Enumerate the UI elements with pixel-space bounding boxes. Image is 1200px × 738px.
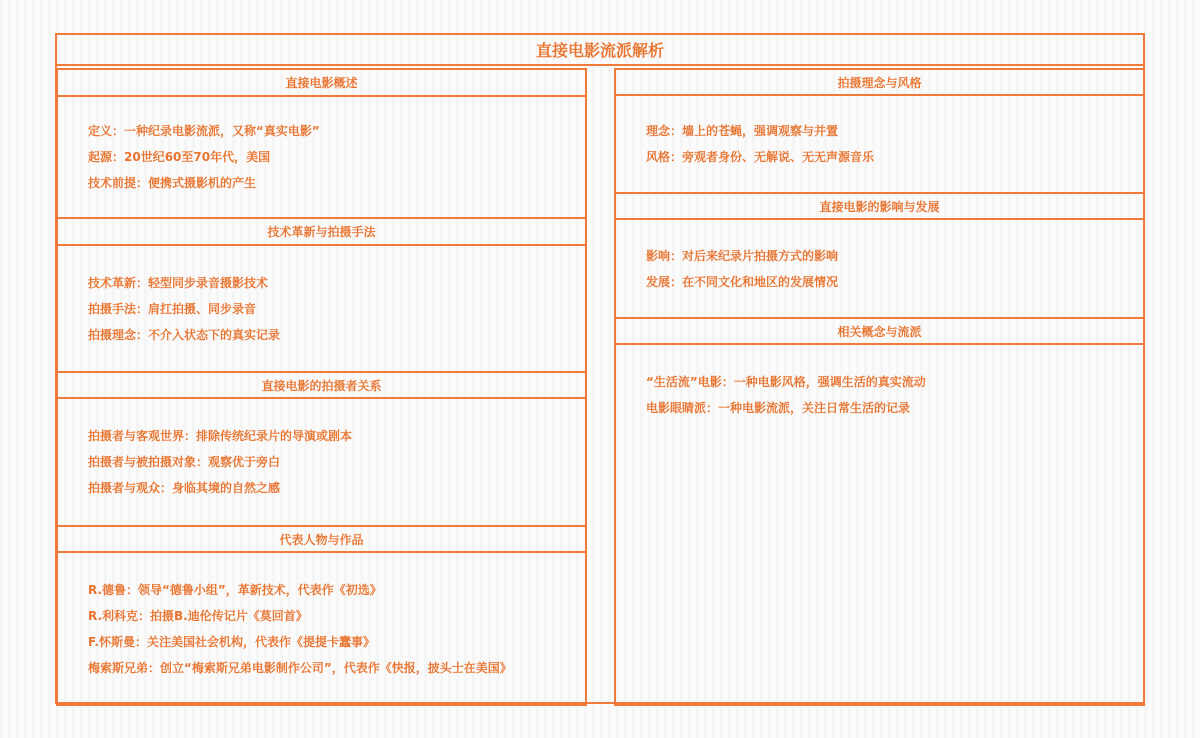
section-item: 梅索斯兄弟：创立“梅索斯兄弟电影制作公司”，代表作《快报，披头士在美国》 <box>88 660 512 675</box>
section-item: F.怀斯曼：关注美国社会机构，代表作《提提卡蠢事》 <box>88 634 375 649</box>
section-body <box>56 551 587 706</box>
section-item: 发展：在不同文化和地区的发展情况 <box>646 274 839 289</box>
section-item: 起源：20世纪60至70年代，美国 <box>88 150 271 164</box>
section-body <box>56 244 587 373</box>
section-item: 理念：墙上的苍蝇，强调观察与并置 <box>646 124 839 138</box>
section-body <box>56 95 587 219</box>
section-item: 影响：对后来纪录片拍摄方式的影响 <box>646 248 839 263</box>
section-body <box>614 94 1145 194</box>
section-heading: 直接电影的影响与发展 <box>614 192 1145 220</box>
section-heading: 代表人物与作品 <box>56 525 587 553</box>
section-item: “生活流”电影：一种电影风格，强调生活的真实流动 <box>646 375 926 389</box>
section-item: 拍摄者与观众：身临其境的自然之感 <box>88 481 281 495</box>
section-item: 拍摄者与客观世界：排除传统纪录片的导演或剧本 <box>88 429 353 443</box>
section-item: R.利科克：拍摄B.迪伦传记片《莫回首》 <box>88 608 308 623</box>
section-heading: 技术革新与拍摄手法 <box>56 217 587 246</box>
section-item: 定义：一种纪录电影流派，又称“真实电影” <box>88 124 320 138</box>
section-item: 拍摄者与被拍摄对象：观察优于旁白 <box>88 455 281 469</box>
section-item: 技术革新：轻型同步录音摄影技术 <box>88 275 269 290</box>
section-body <box>614 343 1145 706</box>
section-item: 拍摄理念：不介入状态下的真实记录 <box>88 327 281 342</box>
section-body <box>56 397 587 527</box>
section-item: 拍摄手法：肩扛拍摄、同步录音 <box>88 301 257 316</box>
section-heading: 拍摄理念与风格 <box>614 68 1145 96</box>
section-item: R.德鲁：领导“德鲁小组”，革新技术，代表作《初选》 <box>88 582 382 597</box>
section-heading: 相关概念与流派 <box>614 317 1145 345</box>
section-item: 风格：旁观者身份、无解说、无无声源音乐 <box>646 150 875 164</box>
diagram-title: 直接电影流派解析 <box>55 33 1145 66</box>
section-heading: 直接电影概述 <box>56 68 587 97</box>
section-body <box>614 218 1145 319</box>
section-heading: 直接电影的拍摄者关系 <box>56 371 587 399</box>
section-item: 电影眼睛派：一种电影流派，关注日常生活的记录 <box>646 401 911 415</box>
section-item: 技术前提：便携式摄影机的产生 <box>88 176 257 190</box>
